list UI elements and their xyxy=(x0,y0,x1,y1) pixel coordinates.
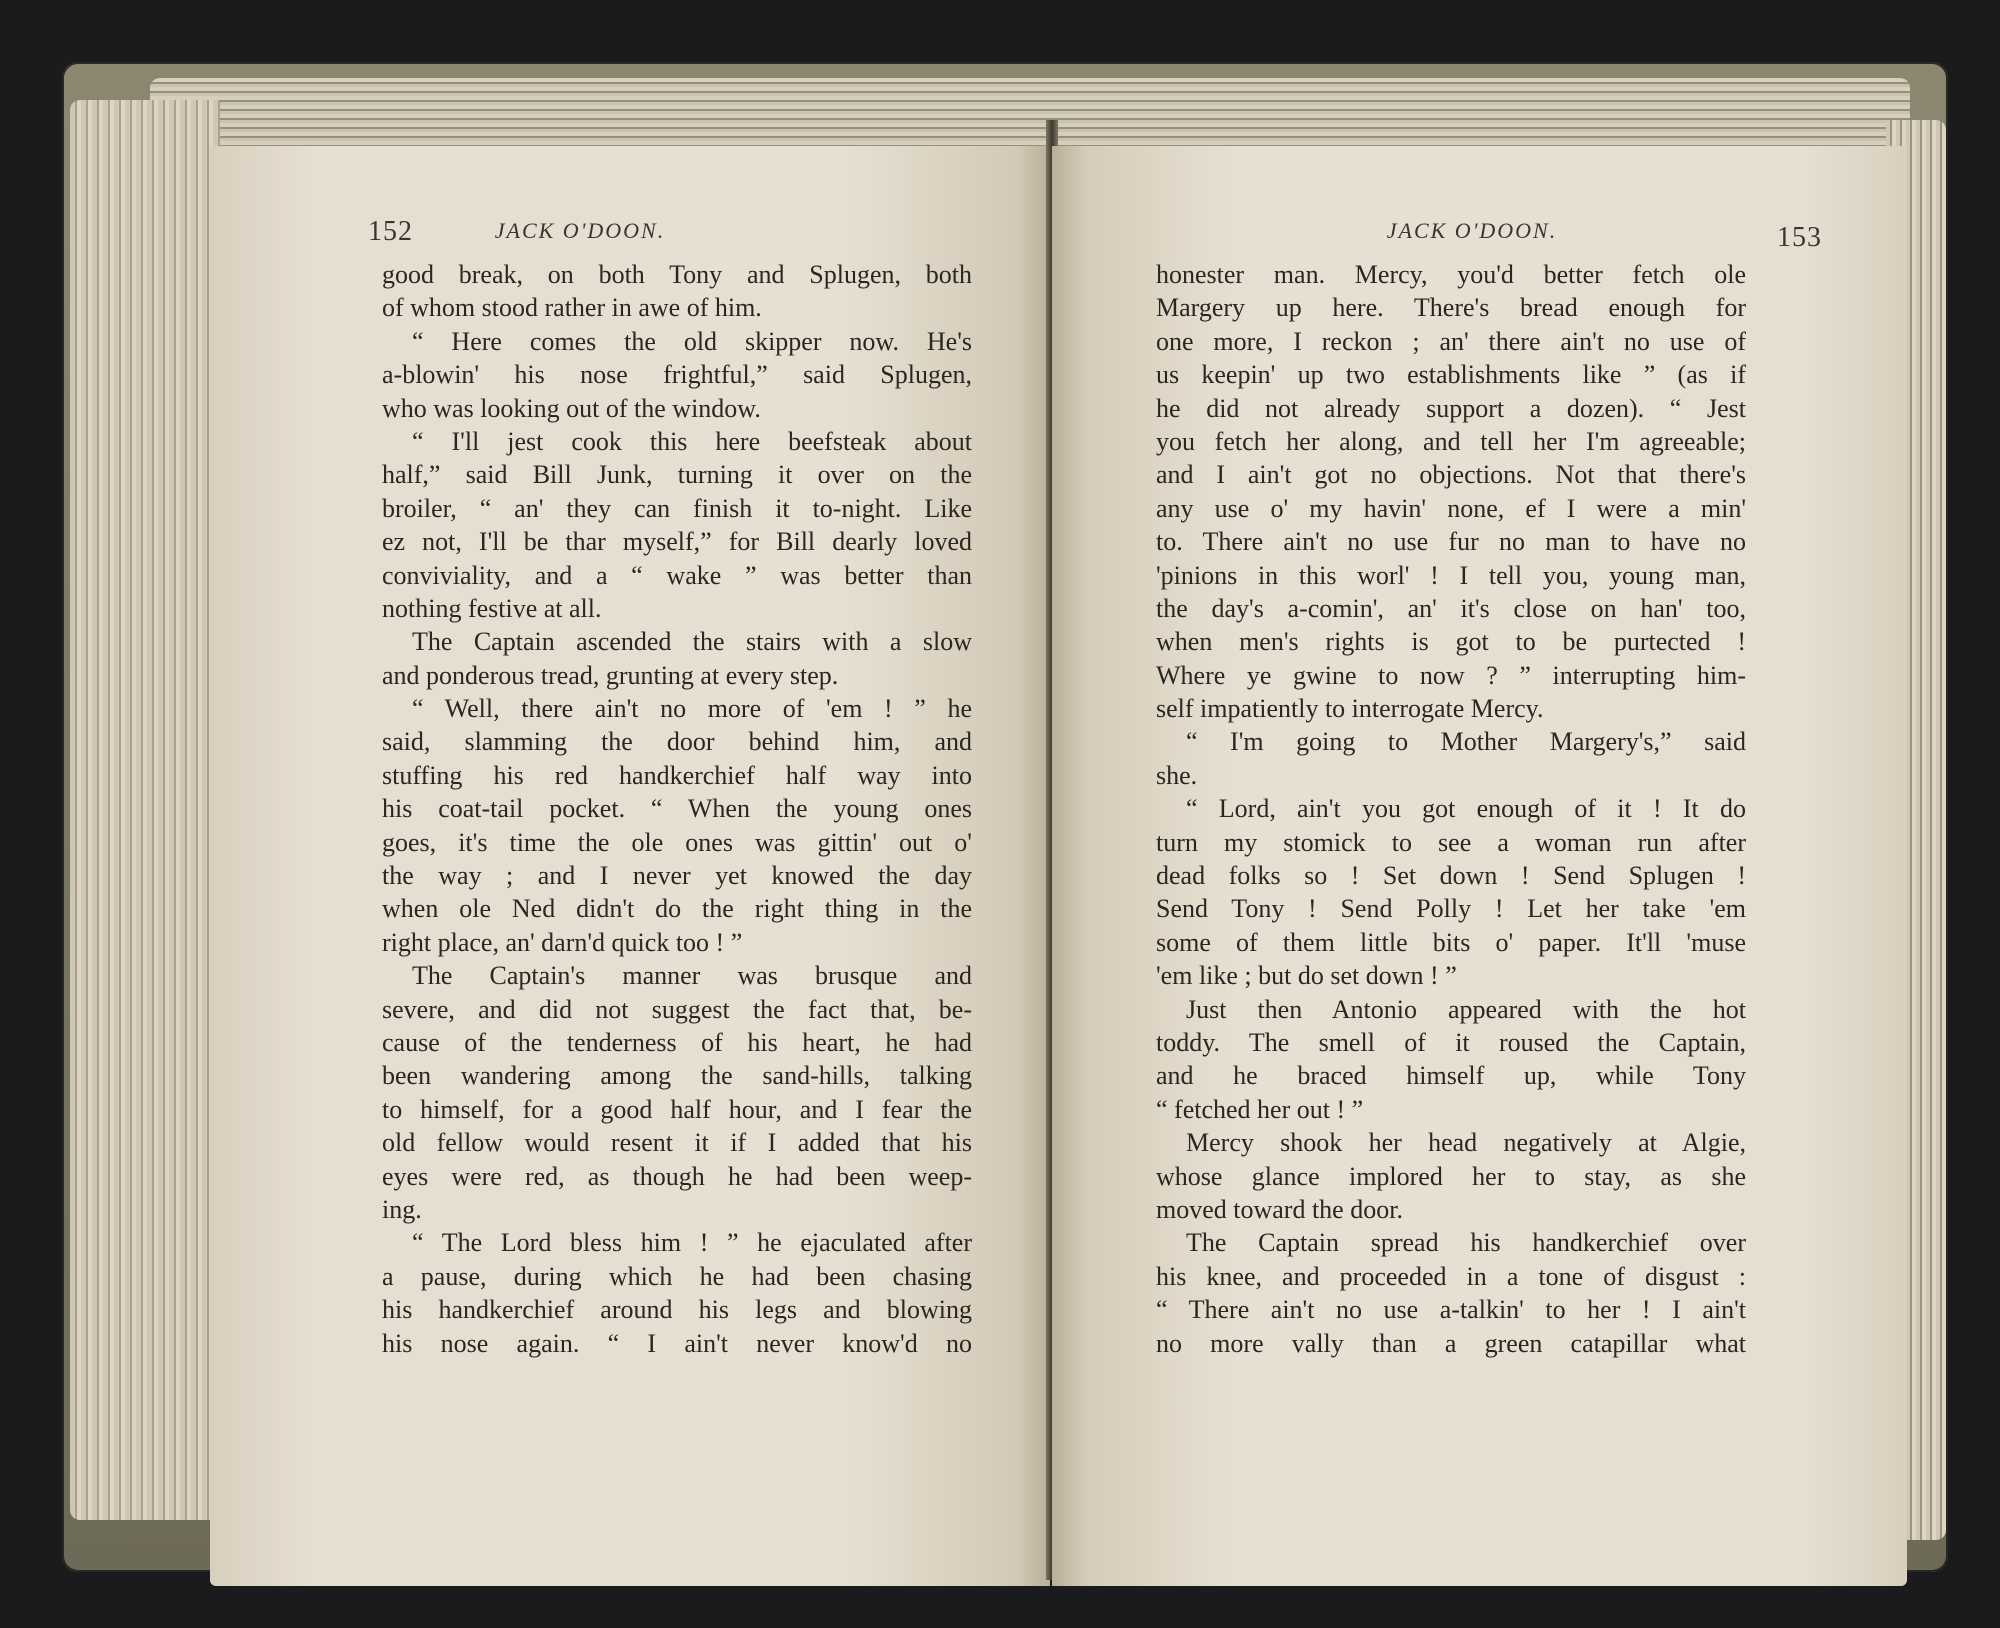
text-line: and I ain't got no objections. Not that there's xyxy=(1156,460,1746,490)
text-line: Where ye gwine to now ? ” interrupting him- xyxy=(1156,660,1746,690)
text-line: she. xyxy=(1156,760,1198,790)
text-line: cause of the tenderness of his heart, he had xyxy=(382,1027,972,1057)
text-line: nothing festive at all. xyxy=(382,593,602,623)
page-edges-top xyxy=(150,78,1910,148)
text-line: ing. xyxy=(382,1194,422,1224)
text-line: some of them little bits o' paper. It'll 'muse xyxy=(1156,927,1746,957)
text-line: “ I'll jest cook this here beefsteak about xyxy=(412,426,972,456)
text-line: his knee, and proceeded in a tone of disgust : xyxy=(1156,1261,1746,1291)
text-line: to. There ain't no use fur no man to have no xyxy=(1156,527,1746,557)
left-running-title: JACK O'DOON. xyxy=(494,218,666,243)
left-page-number: 152 xyxy=(368,216,413,247)
text-line: “ Well, there ain't no more of 'em ! ” he xyxy=(412,694,972,724)
text-line: and ponderous tread, grunting at every step. xyxy=(382,660,839,690)
text-line: right place, an' darn'd quick too ! ” xyxy=(382,927,743,957)
text-line: “ There ain't no use a-talkin' to her ! I ain't xyxy=(1156,1295,1746,1325)
text-line: been wandering among the sand-hills, talking xyxy=(382,1061,972,1091)
text-line: the way ; and I never yet knowed the day xyxy=(382,861,972,891)
text-line: half,” said Bill Junk, turning it over on the xyxy=(382,460,972,490)
text-line: any use o' my havin' none, ef I were a min' xyxy=(1156,493,1746,523)
text-line: when men's rights is got to be purtected ! xyxy=(1156,627,1746,657)
text-line: old fellow would resent it if I added that his xyxy=(382,1128,972,1158)
text-line: severe, and did not suggest the fact that, be- xyxy=(382,994,972,1024)
text-line: his nose again. “ I ain't never know'd no xyxy=(382,1328,972,1358)
text-line: his coat-tail pocket. “ When the young ones xyxy=(382,794,972,824)
left-page-text xyxy=(382,258,972,1518)
text-line: The Captain's manner was brusque and xyxy=(412,961,972,991)
text-line: 'pinions in this worl' ! I tell you, young man, xyxy=(1156,560,1746,590)
text-line: when ole Ned didn't do the right thing in the xyxy=(382,894,972,924)
text-line: Margery up here. There's bread enough for xyxy=(1156,293,1746,323)
text-line: a pause, during which he had been chasing xyxy=(382,1261,972,1291)
right-running-head xyxy=(1052,216,1907,256)
left-page xyxy=(210,146,1050,1586)
right-page-text xyxy=(1156,258,1746,1518)
text-line: one more, I reckon ; an' there ain't no use of xyxy=(1156,326,1746,356)
text-line: self impatiently to interrogate Mercy. xyxy=(1156,694,1544,724)
text-line: good break, on both Tony and Splugen, both xyxy=(382,260,972,289)
text-line: and he braced himself up, while Tony xyxy=(1156,1061,1746,1091)
text-line: Just then Antonio appeared with the hot xyxy=(1186,994,1746,1024)
right-running-title: JACK O'DOON. xyxy=(1386,218,1558,243)
text-line: The Captain spread his handkerchief over xyxy=(1186,1228,1746,1258)
text-line: Mercy shook her head negatively at Algie, xyxy=(1186,1128,1746,1158)
text-line: “ The Lord bless him ! ” he ejaculated after xyxy=(412,1228,972,1258)
text-line: honester man. Mercy, you'd better fetch ole xyxy=(1156,260,1746,289)
text-line: who was looking out of the window. xyxy=(382,393,761,423)
text-line: said, slamming the door behind him, and xyxy=(382,727,972,757)
text-line: goes, it's time the ole ones was gittin' out o' xyxy=(382,827,972,857)
text-line: of whom stood rather in awe of him. xyxy=(382,293,762,323)
text-line: “ Lord, ain't you got enough of it ! It do xyxy=(1186,794,1746,824)
text-line: “ Here comes the old skipper now. He's xyxy=(412,326,972,356)
text-line: turn my stomick to see a woman run after xyxy=(1156,827,1746,857)
text-line: toddy. The smell of it roused the Captain, xyxy=(1156,1027,1746,1057)
text-line: no more vally than a green catapillar what xyxy=(1156,1328,1746,1358)
text-line: broiler, “ an' they can finish it to-night. Like xyxy=(382,493,972,523)
text-line: stuffing his red handkerchief half way into xyxy=(382,760,972,790)
text-line: ez not, I'll be thar myself,” for Bill dearly loved xyxy=(382,527,972,557)
right-page-number: 153 xyxy=(1777,222,1822,253)
text-line: the day's a-comin', an' it's close on han' too, xyxy=(1156,593,1746,623)
text-line: his handkerchief around his legs and blowing xyxy=(382,1295,972,1325)
page-edges-left xyxy=(70,100,220,1520)
text-line: eyes were red, as though he had been weep- xyxy=(382,1161,972,1191)
text-line: he did not already support a dozen). “ Jest xyxy=(1156,393,1746,423)
text-line: to himself, for a good half hour, and I fear the xyxy=(382,1094,972,1124)
text-line: you fetch her along, and tell her I'm agreeable; xyxy=(1156,426,1746,456)
text-line: Send Tony ! Send Polly ! Let her take 'em xyxy=(1156,894,1746,924)
right-page xyxy=(1052,146,1907,1586)
text-line: “ fetched her out ! ” xyxy=(1156,1094,1364,1124)
text-line: conviviality, and a “ wake ” was better than xyxy=(382,560,972,590)
text-line: a-blowin' his nose frightful,” said Splugen, xyxy=(382,360,972,390)
left-running-head xyxy=(210,216,1050,256)
text-line: dead folks so ! Set down ! Send Splugen ! xyxy=(1156,861,1746,891)
text-line: us keepin' up two establishments like ” (as if xyxy=(1156,360,1746,390)
text-line: The Captain ascended the stairs with a slow xyxy=(412,627,972,657)
text-line: whose glance implored her to stay, as she xyxy=(1156,1161,1746,1191)
text-line: moved toward the door. xyxy=(1156,1194,1403,1224)
text-line: 'em like ; but do set down ! ” xyxy=(1156,961,1457,991)
text-line: “ I'm going to Mother Margery's,” said xyxy=(1186,727,1746,757)
